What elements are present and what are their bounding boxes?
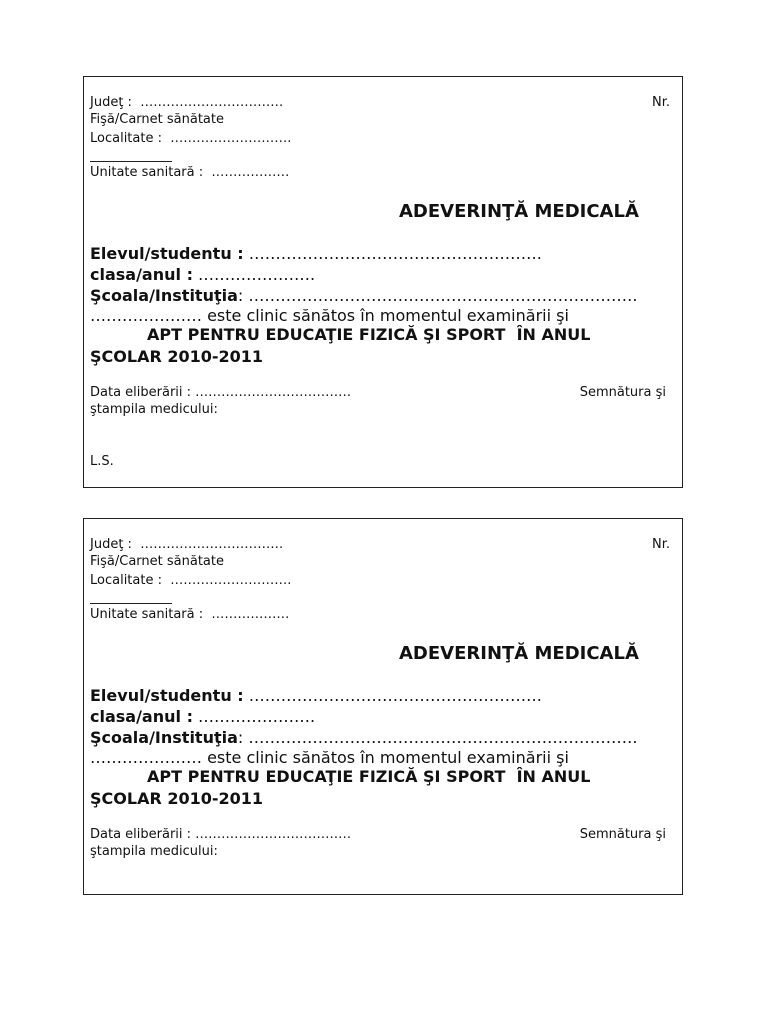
judet-field: Judeţ : ……………………………: [90, 95, 284, 110]
scoala-label: Şcoala/Instituţia: [90, 728, 238, 747]
data-eliberarii-field: Data eliberării : ………………………………: [90, 385, 352, 400]
stampila-label: ştampila medicului:: [90, 844, 218, 859]
elev-label: Elevul/studentu :: [90, 244, 244, 263]
medical-certificate-form-1: [83, 76, 683, 488]
clinic-statement: ………………… este clinic sănătos în momentul examinării şi: [90, 306, 569, 325]
fisa-label: Fişă/Carnet sănătate: [90, 112, 224, 127]
apt-statement: APT PENTRU EDUCAŢIE FIZICĂ ŞI SPORT ÎN ANUL: [147, 325, 591, 344]
clinic-statement: ………………… este clinic sănătos în momentul examinării şi: [90, 748, 569, 767]
divider-line: [90, 161, 172, 162]
semnatura-label: Semnătura şi: [579, 827, 666, 842]
localitate-field: Localitate : ……………………….: [90, 573, 292, 588]
school-year: ŞCOLAR 2010-2011: [90, 789, 264, 808]
unitate-sanitara-field: Unitate sanitară : ………………: [90, 165, 290, 180]
elev-dots: ……………………………………………….: [243, 686, 542, 705]
nr-field: Nr.: [651, 537, 670, 552]
elev-label: Elevul/studentu :: [90, 686, 244, 705]
scoala-field: [90, 286, 637, 306]
semnatura-label: Semnătura şi: [579, 385, 666, 400]
judet-field: Judeţ : ……………………………: [90, 537, 284, 552]
localitate-field: Localitate : ……………………….: [90, 131, 292, 146]
divider-line: [90, 603, 172, 604]
unitate-sanitara-field: Unitate sanitară : ………………: [90, 607, 290, 622]
document-title: ADEVERINŢĂ MEDICALĂ: [399, 201, 639, 222]
fisa-label: Fişă/Carnet sănătate: [90, 554, 224, 569]
document-title: ADEVERINŢĂ MEDICALĂ: [399, 643, 639, 664]
clasa-dots: ………………….: [192, 265, 316, 284]
elev-field: [90, 244, 542, 264]
clasa-field: [90, 265, 315, 285]
scoala-dots: : ……………………………………………………………….: [237, 728, 638, 747]
clasa-dots: ………………….: [192, 707, 316, 726]
clasa-label: clasa/anul :: [90, 265, 193, 284]
nr-field: Nr.: [651, 95, 670, 110]
stampila-label: ştampila medicului:: [90, 402, 218, 417]
clasa-label: clasa/anul :: [90, 707, 193, 726]
scoala-field: [90, 728, 637, 748]
ls-mark: L.S.: [90, 454, 114, 469]
apt-statement: APT PENTRU EDUCAŢIE FIZICĂ ŞI SPORT ÎN ANUL: [147, 767, 591, 786]
clasa-field: [90, 707, 315, 727]
elev-field: [90, 686, 542, 706]
scoala-dots: : ……………………………………………………………….: [237, 286, 638, 305]
elev-dots: ……………………………………………….: [243, 244, 542, 263]
scoala-label: Şcoala/Instituţia: [90, 286, 238, 305]
data-eliberarii-field: Data eliberării : ………………………………: [90, 827, 352, 842]
medical-certificate-form-2: [83, 518, 683, 895]
school-year: ŞCOLAR 2010-2011: [90, 347, 264, 366]
